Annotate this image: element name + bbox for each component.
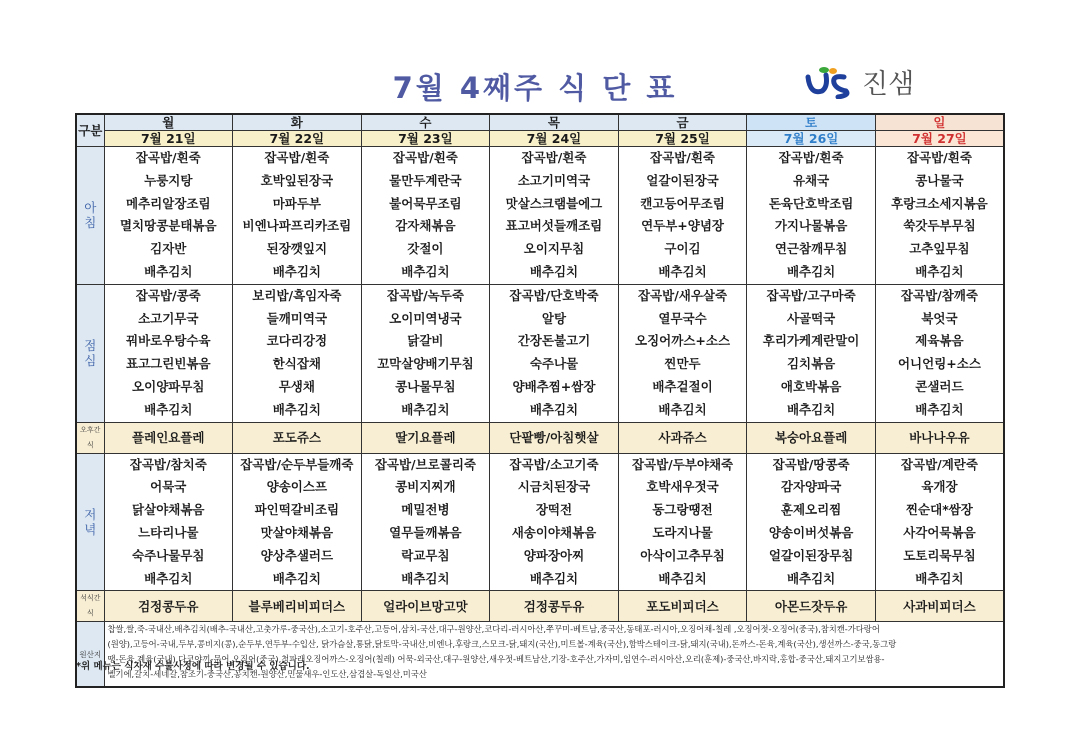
menu-item: 배추김치 [144,570,193,586]
origin-text [104,622,1004,688]
date-row [76,131,1004,147]
menu-item: 사골떡국 [786,310,836,326]
menu-item: 물만두계란국 [389,172,462,188]
dinner-cell-sun [875,453,1004,591]
menu-item: 감자채볶음 [395,218,456,234]
breakfast-cell-sat [747,147,876,285]
dinner-cell-tue [233,453,362,591]
menu-item: 느타리나물 [138,524,199,540]
lunch-label-1: 점 [84,338,97,354]
menu-item: 오징어까스+소스 [635,333,731,349]
page-title: 7월 4째주 식 단 표 [392,71,678,105]
origin-label: 원산지 [76,622,104,688]
breakfast-cell-mon [104,147,233,285]
afternoon-snack-label: 오후간식 [76,422,104,453]
menu-item: 잡곡밥/소고기죽 [509,456,599,472]
menu-item: 된장깻잎지 [266,241,328,257]
evening-snack-fri: 포도비피더스 [618,591,747,622]
origin-row [76,622,1004,688]
origin-line: 찹쌀,쌀,죽-국내산,배추김치(배추-국내산,고춧가루-중국산),소고기-호주산,고등어,삼치-국산,대구-원양산,코다리-러시아산,쭈꾸미-베트남,중국산,동태포-러시아,오징어채-칠레 ,오징어젓-오징어(중국),참치캔-가다랑어 [107,624,880,635]
menu-item: 얼갈이된장국 [646,172,719,188]
menu-item: 배추김치 [401,570,450,586]
menu-item: 누룽지탕 [144,172,193,188]
menu-item: 훈제오리찜 [780,502,842,518]
afternoon-snack-thu: 단팥빵/아침햇살 [490,422,619,453]
menu-item: 코다리강정 [266,333,328,349]
afternoon-snack-sat: 복숭아요플레 [747,422,876,453]
date-tue: 7월 22일 [233,131,362,147]
day-mon: 월 [104,114,233,131]
dinner-label [76,453,104,591]
lunch-label-2: 심 [84,353,97,369]
menu-item: 잡곡밥/브로콜리죽 [374,456,476,472]
dinner-cell-mon [104,453,233,591]
menu-item: 배추겉절이 [652,378,713,394]
breakfast-label-2: 침 [84,215,97,231]
evening-snack-sat: 아몬드잣두유 [747,591,876,622]
menu-item: 열무들깨볶음 [389,524,462,540]
menu-item: 꿔바로우탕수육 [126,333,211,349]
menu-item: 동그랑땡전 [652,502,713,518]
menu-item: 배추김치 [401,401,450,417]
menu-item: 콩나물무침 [395,378,456,394]
breakfast-cell-sun [875,147,1004,285]
menu-item: 꼬막살양배기무침 [377,356,474,372]
header-label: 구분 [76,114,104,147]
menu-item: 가지나물볶음 [774,218,848,234]
brand-logo [800,62,914,101]
breakfast-label [76,147,104,285]
afternoon-snack-sun: 바나나우유 [875,422,1004,453]
dinner-row [76,453,1004,591]
breakfast-row [76,147,1004,285]
dinner-label-2: 녁 [84,521,97,537]
menu-item: 콩나물국 [915,172,964,188]
menu-item: 배추김치 [915,570,964,586]
menu-item: 잡곡밥/순두부들깨죽 [240,456,354,472]
menu-item: 돈육단호박조림 [768,195,854,211]
menu-item: 호박새우젓국 [646,479,719,495]
menu-item: 잡곡밥/흰죽 [650,150,715,165]
breakfast-cell-fri [618,147,747,285]
lunch-row [76,284,1004,422]
afternoon-snack-tue: 포도쥬스 [233,422,362,453]
menu-item: 잡곡밥/새우살죽 [637,287,728,303]
lunch-cell-wed [361,284,490,422]
origin-line: (원양),고등어-국내,두부,콩비지(콩),순두부,연두부-수입산, 닭가슴살,통닭,닭토막-국내산,비엔나,후랑크,스모크-닭,돼지(국산),미트볼-계육(국산),함박스테이크-닭,돼지(국내),돈까스-돈육,계육(국산),생선까스-중국,동그랑 [107,639,897,650]
menu-item: 호박잎된장국 [260,172,334,188]
dinner-cell-sat [747,453,876,591]
afternoon-snack-row [76,422,1004,453]
day-sun: 일 [875,114,1004,131]
date-wed: 7월 23일 [361,131,490,147]
menu-item: 연두부+양념장 [641,218,724,234]
menu-item: 맛살스크램블에그 [505,195,603,211]
menu-item: 감자양파국 [780,479,842,495]
menu-item: 양배추찜+쌈장 [512,378,596,394]
menu-item: 양파장아찌 [523,547,585,563]
menu-item: 소고기무국 [138,310,199,326]
menu-item: 배추김치 [529,401,579,417]
menu-item: 도토리묵무침 [903,547,976,563]
afternoon-snack-wed: 딸기요플레 [361,422,490,453]
menu-item: 잡곡밥/땅콩죽 [772,456,850,472]
afternoon-snack-fri: 사과쥬스 [618,422,747,453]
menu-item: 숙주나물무침 [132,547,205,563]
menu-item: 비엔나파프리카조림 [242,218,352,234]
menu-item: 알탕 [541,310,567,326]
menu-item: 닭갈비 [407,333,444,349]
breakfast-cell-thu [490,147,619,285]
menu-item: 잡곡밥/흰죽 [264,150,330,165]
menu-item: 소고기미역국 [517,172,591,188]
menu-item: 불어묵무조림 [389,195,462,211]
menu-item: 배추김치 [658,263,707,279]
menu-item: 배추김치 [144,401,193,417]
menu-item: 갓절이 [407,241,444,257]
menu-item: 간장돈불고기 [517,333,591,349]
menu-item: 표고버섯들깨조림 [505,218,603,234]
menu-item: 잡곡밥/고구마죽 [766,287,856,303]
menu-item: 장떡전 [535,502,573,518]
menu-item: 오이지무침 [523,241,585,257]
menu-item: 콘샐러드 [915,378,964,394]
date-thu: 7월 24일 [490,131,619,147]
menu-item: 메추리알장조림 [126,195,211,211]
menu-item: 배추김치 [915,263,964,279]
day-tue: 화 [233,114,362,131]
date-fri: 7월 25일 [618,131,747,147]
jinsaem-logo-icon [800,65,856,99]
lunch-cell-sat [747,284,876,422]
menu-item: 연근참깨무침 [774,241,848,257]
menu-item: 오이미역냉국 [389,310,462,326]
menu-item: 잡곡밥/단호박죽 [509,287,599,303]
menu-item: 잡곡밥/계란죽 [900,456,978,472]
menu-item: 쑥갓두부무침 [903,218,976,234]
menu-item: 아삭이고추무침 [640,547,725,563]
menu-item: 시금치된장국 [517,479,591,495]
menu-item: 잡곡밥/참치죽 [129,456,207,472]
menu-item: 배추김치 [272,570,321,586]
date-sun: 7월 27일 [875,131,1004,147]
evening-snack-sun: 사과비피더스 [875,591,1004,622]
menu-item: 양송이스프 [266,479,328,495]
menu-item: 캔고등어무조림 [640,195,725,211]
menu-item: 한식잡채 [272,356,321,372]
menu-item: 닭살야채볶음 [132,502,205,518]
day-header-row [76,114,1004,131]
lunch-cell-sun [875,284,1004,422]
menu-item: 고추잎무침 [909,241,970,257]
menu-item: 잡곡밥/흰죽 [135,150,201,165]
logo-text: 진샘 [862,69,915,100]
menu-item: 무생채 [278,378,315,394]
dinner-cell-fri [618,453,747,591]
menu-item: 배추김치 [272,401,321,417]
menu-item: 어니언링+소스 [897,356,981,372]
date-mon: 7월 21일 [104,131,233,147]
menu-item: 콩비지찌개 [395,479,456,495]
menu-item: 잡곡밥/참깨죽 [900,287,978,303]
evening-snack-label: 석식간식 [76,591,104,622]
day-wed: 수 [361,114,490,131]
menu-item: 잡곡밥/콩죽 [135,287,201,303]
menu-item: 멸치땅콩분태볶음 [119,218,217,234]
day-sat: 토 [747,114,876,131]
lunch-cell-mon [104,284,233,422]
menu-item: 열무국수 [658,310,707,326]
lunch-cell-tue [233,284,362,422]
menu-item: 찐순대*쌈장 [905,502,973,518]
lunch-label [76,284,104,422]
dinner-label-1: 저 [84,506,97,522]
menu-item: 유채국 [792,172,830,188]
origin-line: 벨기에,갈치-세네갈,참조기-중국산,꽁치캔-원양산,민물새우-인도산,삼겹살-독일산,미국산 [107,669,427,680]
menu-item: 새송이야채볶음 [511,524,597,540]
breakfast-label-1: 아 [84,200,97,216]
menu-item: 배추김치 [786,401,836,417]
menu-item: 잡곡밥/흰죽 [521,150,587,165]
menu-item: 배추김치 [401,263,450,279]
origin-line: 땡-돈육,계육(국내),다코야끼-문어,오징어(중국),청파래오징어까스-오징어(칠레) 어묵-외국산,대구-원양산,새우젓-베트남산,기장-호주산,가자미,임연수-러시아산,오리(훈제)-중국산,바지락,홍합-중국산,돼지고기보쌈용- [107,654,885,665]
dinner-cell-thu [490,453,619,591]
menu-item: 배추김치 [658,570,707,586]
menu-item: 잡곡밥/흰죽 [906,150,972,165]
menu-item: 배추김치 [786,263,836,279]
menu-item: 양송이버섯볶음 [768,524,854,540]
change-notice: *위 메뉴는 식자재 수불사정에 따라 변경될 수 있습니다. [76,661,310,672]
menu-item: 사각어묵볶음 [903,524,976,540]
evening-snack-row [76,591,1004,622]
menu-item: 보리밥/흑임자죽 [252,287,342,303]
menu-item: 찐만두 [664,356,701,372]
menu-item: 숙주나물 [529,356,579,372]
breakfast-cell-wed [361,147,490,285]
evening-snack-mon: 검정콩두유 [104,591,233,622]
menu-item: 파인떡갈비조림 [254,502,340,518]
menu-item: 오이양파무침 [132,378,205,394]
afternoon-snack-mon: 플레인요플레 [104,422,233,453]
day-fri: 금 [618,114,747,131]
evening-snack-tue: 블루베리비피더스 [233,591,362,622]
menu-item: 마파두부 [272,195,321,211]
menu-item: 맛살야채볶음 [260,524,334,540]
menu-item: 육개장 [921,479,958,495]
menu-item: 표고그린빈볶음 [126,356,211,372]
menu-item: 잡곡밥/두부야채죽 [631,456,734,472]
menu-item: 얼갈이된장무침 [768,547,854,563]
breakfast-cell-tue [233,147,362,285]
evening-snack-wed: 얼라이브망고맛 [361,591,490,622]
menu-item: 양상추샐러드 [260,547,334,563]
menu-item: 후리가케계란말이 [762,333,860,349]
menu-item: 메밀전병 [401,502,450,518]
menu-item: 후랑크소세지볶음 [891,195,988,211]
menu-item: 배추김치 [144,263,193,279]
dinner-cell-wed [361,453,490,591]
lunch-cell-fri [618,284,747,422]
menu-item: 잡곡밥/녹두죽 [386,287,464,303]
menu-item: 어묵국 [150,479,187,495]
evening-snack-thu: 검정콩두유 [490,591,619,622]
menu-item: 배추김치 [529,570,579,586]
menu-item: 락교무침 [401,547,450,563]
menu-item: 잡곡밥/흰죽 [778,150,844,165]
menu-item: 배추김치 [786,570,836,586]
menu-item: 애호박볶음 [780,378,842,394]
menu-table [75,113,1005,688]
menu-item: 배추김치 [272,263,321,279]
menu-item: 잡곡밥/흰죽 [392,150,458,165]
menu-item: 김자반 [150,241,187,257]
menu-item: 북엇국 [921,310,958,326]
menu-item: 배추김치 [915,401,964,417]
menu-item: 도라지나물 [652,524,713,540]
menu-item: 배추김치 [658,401,707,417]
date-sat: 7월 26일 [747,131,876,147]
menu-item: 들깨미역국 [266,310,328,326]
day-thu: 목 [490,114,619,131]
menu-item: 배추김치 [529,263,579,279]
menu-item: 김치볶음 [786,356,836,372]
menu-item: 구이김 [664,241,701,257]
menu-item: 제육볶음 [915,333,964,349]
lunch-cell-thu [490,284,619,422]
